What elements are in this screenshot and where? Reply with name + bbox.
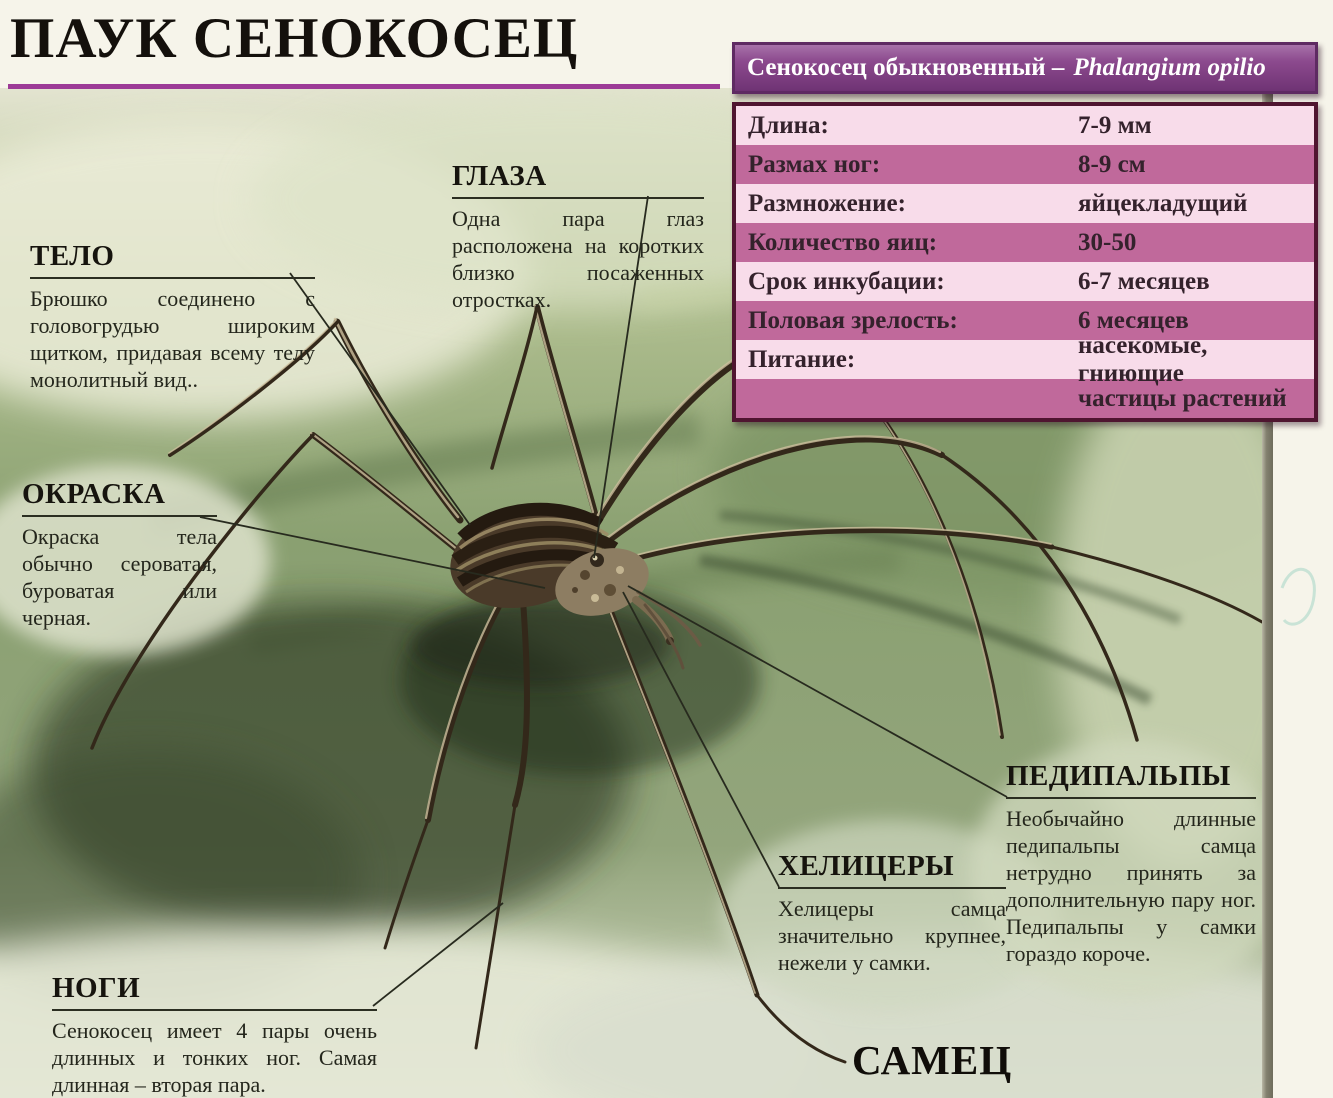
table-row [736,184,1314,223]
body-shadow [410,603,670,687]
callout-legs-title: НОГИ [52,972,377,1011]
callout-chelicerae-title: ХЕЛИЦЕРЫ [778,850,1006,889]
eye-turret [590,553,604,567]
callout-body [30,240,315,393]
callout-coloring-text: Окраска тела обычно сероватая, буроватая или черная. [22,524,217,630]
title-underline [8,84,720,89]
callout-coloring [22,478,217,631]
callout-pedipalps-title: ПЕДИПАЛЬПЫ [1006,760,1256,799]
infobox-header [732,42,1318,94]
row-value: частицы растений [1078,384,1287,412]
callout-body-text: Брюшко соединено с головогрудью широким щитком, придавая всему телу монолитный вид.. [30,286,315,392]
page-title: ПАУК СЕНОКОСЕЦ [10,7,579,70]
infobox-table [732,102,1318,422]
row-label: Срок инкубации: [748,267,945,295]
callout-legs-text: Сенокосец имеет 4 пары очень длинных и тонких ног. Самая длинная – вторая пара. [52,1018,377,1097]
row-label: Количество яиц: [748,228,938,256]
row-label: Размах ног: [748,150,881,178]
row-value: насекомые, гниющие [1078,331,1208,387]
male-caption: САМЕЦ [852,1037,1013,1083]
callout-eyes-text: Одна пара глаз расположена на коротких близко посаженных отростках. [452,206,704,312]
species-common-name: Сенокосец обыкновенный – [747,54,1065,81]
callout-pedipalps-text: Необычайно длинные педипальпы самца нетрудно принять за дополнительную пару ног. Педипальпы у самки гораздо короче. [1006,806,1256,966]
table-row [736,262,1314,301]
row-value: 8-9 см [1078,150,1146,178]
row-label: Половая зрелость: [748,306,958,334]
callout-coloring-title: ОКРАСКА [22,478,217,517]
table-row [736,223,1314,262]
row-label: Питание: [748,345,856,373]
print-artifact-swirl [1274,548,1324,648]
row-value: яйцекладущий [1078,189,1248,217]
callout-chelicerae-text: Хелицеры самца значительно крупнее, нежели у самки. [778,896,1006,975]
row-value: 6-7 месяцев [1078,267,1210,295]
callout-eyes-title: ГЛАЗА [452,160,704,199]
row-label: Длина: [748,111,829,139]
callout-chelicerae [778,850,1006,976]
callout-pedipalps [1006,760,1256,967]
species-latin-name: Phalangium opilio [1073,54,1266,81]
table-row [736,106,1314,145]
row-value: 6 месяцев [1078,306,1189,334]
table-row [736,331,1314,387]
table-row [736,145,1314,184]
row-value: 7-9 мм [1078,111,1152,139]
callout-body-title: ТЕЛО [30,240,315,279]
callout-legs [52,972,377,1098]
row-label: Размножение: [748,189,906,217]
callout-eyes [452,160,704,313]
row-value: 30-50 [1078,228,1137,256]
species-infobox [732,42,1318,422]
table-row [736,379,1314,418]
